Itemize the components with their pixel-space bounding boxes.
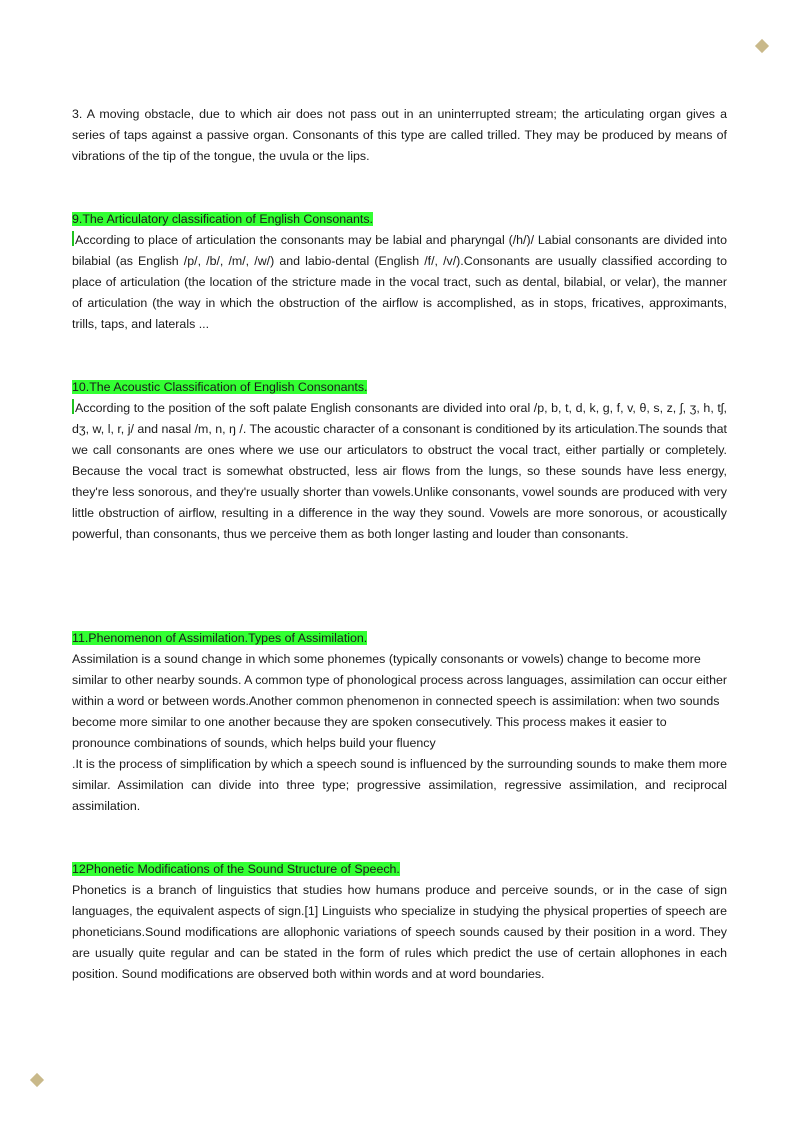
section-heading: 12Phonetic Modifications of the Sound Structure of Speech. — [72, 862, 400, 876]
section-body: Assimilation is a sound change in which some phonemes (typically consonants or vowels) change to become more similar to other nearby sounds. A common type of phonological process across languages, assimilation can occur either within a word or between words.Another common phenomenon in connected speech is assimilation: when two sounds become more similar to one another because they are spoken consecutively. This process makes it easier to pronounce combinations of sounds, which helps build your fluency — [72, 652, 727, 750]
section-body-continued: .It is the process of simplification by which a speech sound is influenced by the surrounding sounds to make them more similar. Assimilation can divide into three type; progressive assimilation, regressive assimilation, and reciprocal assimilation. — [72, 757, 727, 813]
section-assimilation — [72, 628, 727, 817]
section-body: 3. A moving obstacle, due to which air does not pass out in an uninterrupted stream; the articulating organ gives a series of taps against a passive organ. Consonants of this type are called trilled. They may be produced by means of vibrations of the tip of the tongue, the uvula or the lips. — [72, 107, 727, 163]
section-trilled-consonants — [72, 104, 727, 167]
section-heading: 9.The Articulatory classification of English Consonants. — [72, 212, 373, 226]
section-heading: 11.Phenomenon of Assimilation.Types of Assimilation. — [72, 631, 368, 645]
text-cursor-icon — [72, 231, 74, 246]
corner-ornament-bottom-left-icon — [30, 1073, 44, 1087]
section-heading: 10.The Acoustic Classification of English Consonants. — [72, 380, 368, 394]
section-body: Phonetics is a branch of linguistics that studies how humans produce and perceive sounds, or in the case of sign languages, the equivalent aspects of sign.[1] Linguists who specialize in studying the physical properties of speech are phoneticians.Sound modifications are allophonic variations of speech sounds caused by their position in a word. They are usually quite regular and can be stated in the form of rules which predict the use of certain allophones in each position. Sound modifications are observed both within words and at word boundaries. — [72, 883, 727, 981]
section-acoustic-classification — [72, 377, 727, 545]
section-phonetic-modifications — [72, 859, 727, 985]
section-articulatory-classification — [72, 209, 727, 335]
corner-ornament-top-right-icon — [755, 39, 769, 53]
section-body: According to the position of the soft palate English consonants are divided into oral /p, b, t, d, k, g, f, v, θ, s, z, ʃ, ʒ, h, tʃ, dʒ, w, l, r, j/ and nasal /m, n, ŋ /. The acoustic character of a consonant is conditioned by its articulation.The sounds that we call consonants are ones where we use our articulators to obstruct the vocal tract, either partially or completely. Because the vocal tract is somewhat obstructed, less air flows from the lungs, so these sounds have less energy, they're less sonorous, and they're usually shorter than vowels.Unlike consonants, vowel sounds are produced with very little obstruction of airflow, resulting in a difference in the way they sound. Vowels are more sonorous, or acoustically powerful, than consonants, thus we perceive them as both longer lasting and louder than consonants. — [72, 401, 727, 541]
text-cursor-icon — [72, 399, 74, 414]
section-body: According to place of articulation the consonants may be labial and pharyngal (/h/)/ Labial consonants are divided into bilabial (as English /p/, /b/, /m/, /w/) and labio-dental (English /f/, /v/).Consonants are usually classified according to place of articulation (the location of the stricture made in the vocal tract, such as dental, bilabial, or velar), the manner of articulation (the way in which the obstruction of the airflow is accomplished, as in stops, fricatives, approximants, trills, taps, and laterals ... — [72, 233, 727, 331]
